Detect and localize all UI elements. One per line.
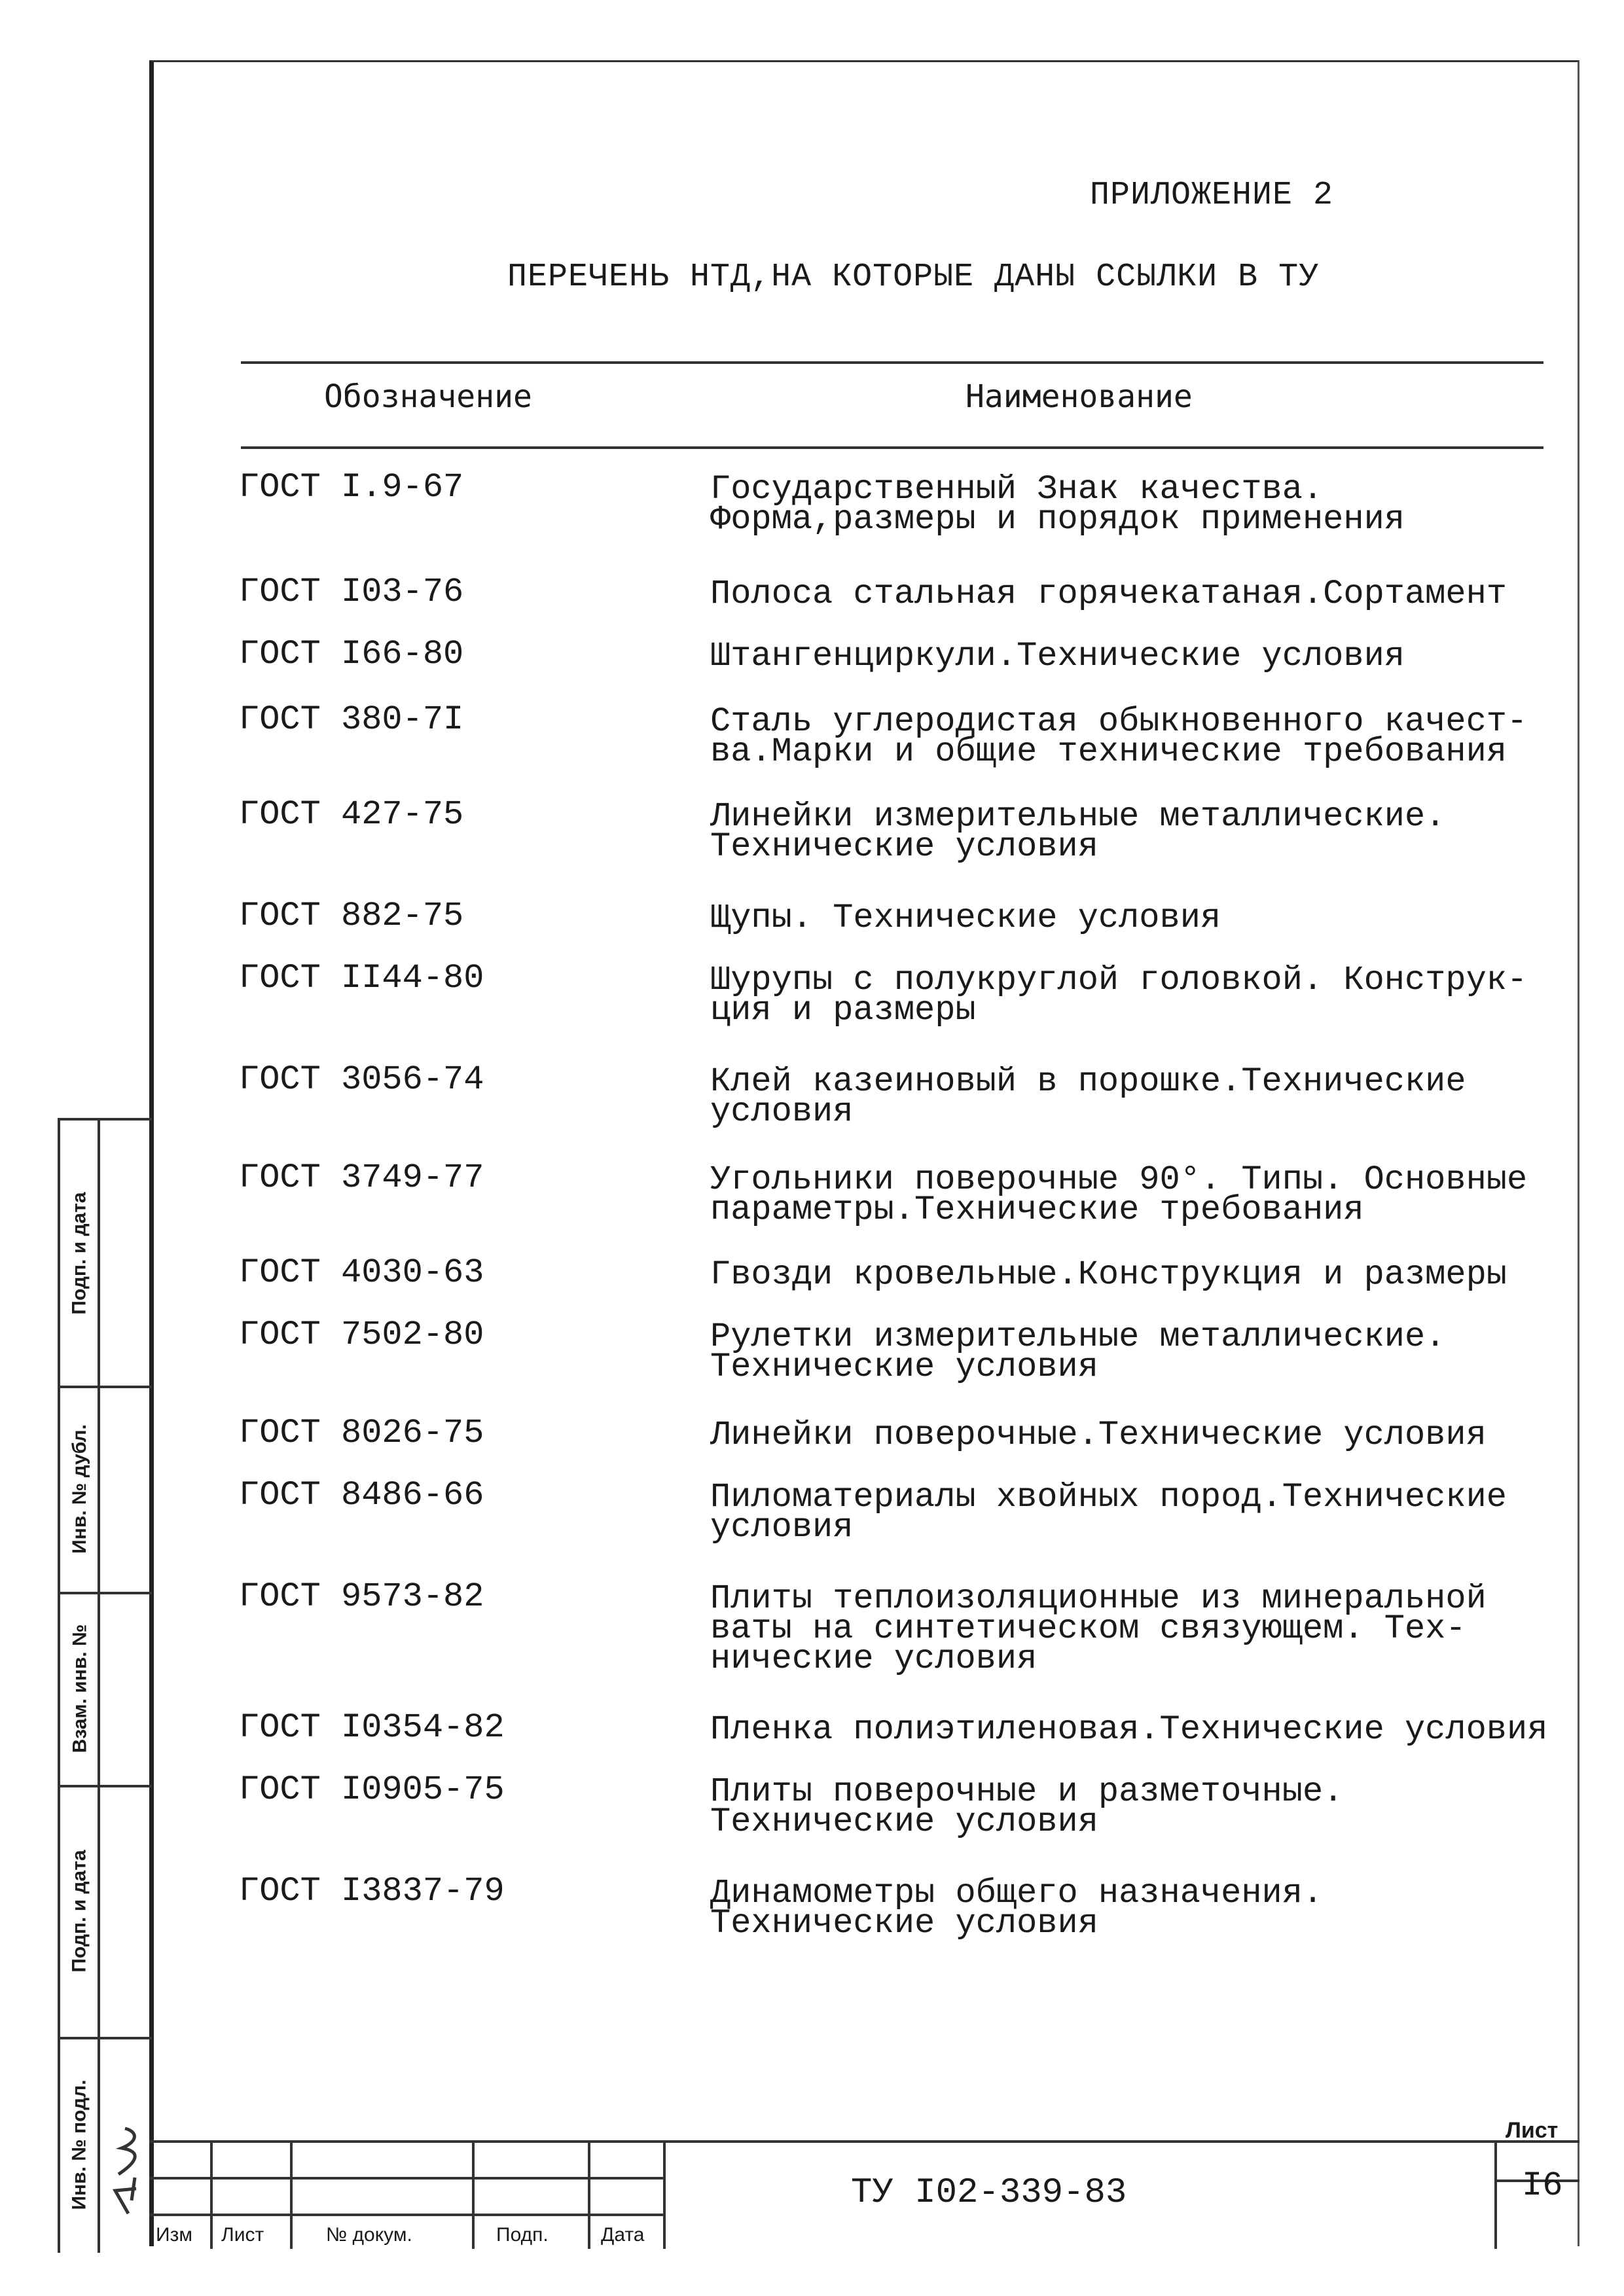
reference-code: ГОСТ 9573-82: [239, 1577, 484, 1616]
margin-stamp: [58, 1118, 152, 2253]
stamp-label-sign-date-2: Подп. и дата: [69, 1849, 90, 1973]
reference-name: Штангенциркули.Технические условия: [710, 637, 1405, 675]
reference-code: ГОСТ 882-75: [239, 897, 464, 935]
reference-name: Шурупы с полукруглой головкой. Конструк- ция и размеры: [710, 961, 1528, 1030]
reference-code: ГОСТ 8026-75: [239, 1414, 484, 1452]
reference-code: ГОСТ 3056-74: [239, 1060, 484, 1099]
column-header-designation: Обозначение: [324, 378, 532, 415]
tb-top-rule: [149, 2140, 1579, 2143]
stamp-label-original-inventory: Инв. № подл.: [69, 2079, 90, 2210]
tb-row-rule: [149, 2214, 663, 2216]
reference-code: ГОСТ I3837-79: [239, 1872, 505, 1910]
stamp-label-sign-date: Подп. и дата: [69, 1191, 90, 1315]
tb-caption-document: № докум.: [326, 2224, 412, 2246]
reference-name: Рулетки измерительные металлические. Технические условия: [710, 1318, 1446, 1386]
stamp-divider: [98, 1121, 100, 2253]
reference-name: Государственный Знак качества. Форма,размеры и порядок применения: [710, 470, 1405, 539]
reference-code: ГОСТ 4030-63: [239, 1253, 484, 1292]
reference-code: ГОСТ 8486-66: [239, 1476, 484, 1515]
reference-code: ГОСТ 7502-80: [239, 1316, 484, 1354]
reference-code: ГОСТ 380-7I: [239, 700, 464, 739]
handwritten-inventory-number: [102, 2115, 148, 2220]
reference-name: Линейки поверочные.Технические условия: [710, 1416, 1487, 1454]
tb-col-rule: [290, 2140, 293, 2249]
tb-caption-signature: Подп.: [496, 2224, 549, 2246]
tb-col-rule: [472, 2140, 475, 2249]
reference-name: Клей казеиновый в порошке.Технические условия: [710, 1062, 1466, 1131]
reference-name: Плиты теплоизоляционные из минеральной ваты на синтетическом связующем. Тех- нические условия: [710, 1579, 1487, 1678]
tb-row-rule: [149, 2177, 663, 2179]
reference-code: ГОСТ I.9-67: [239, 468, 464, 507]
tb-caption-date: Дата: [601, 2224, 645, 2246]
table-header-rule: [241, 446, 1543, 449]
reference-name: Динамометры общего назначения. Технические условия: [710, 1874, 1324, 1943]
tb-caption-change: Изм: [156, 2224, 192, 2246]
reference-name: Линейки измерительные металлические. Технические условия: [710, 797, 1446, 866]
document-title: ПЕРЕЧЕНЬ НТД,НА КОТОРЫЕ ДАНЫ ССЫЛКИ В ТУ: [507, 259, 1320, 296]
document-number: ТУ I02-339-83: [851, 2173, 1127, 2213]
reference-name: Гвозди кровельные.Конструкция и размеры: [710, 1255, 1507, 1294]
reference-name: Полоса стальная горячекатаная.Сортамент: [710, 575, 1507, 613]
sheet-caption: Лист: [1506, 2118, 1559, 2143]
reference-name: Пленка полиэтиленовая.Технические условия: [710, 1710, 1548, 1749]
reference-code: ГОСТ II44-80: [239, 959, 484, 997]
tb-col-rule: [663, 2140, 666, 2249]
tb-col-rule: [210, 2140, 213, 2249]
reference-code: ГОСТ I66-80: [239, 635, 464, 673]
tb-col-rule: [588, 2140, 590, 2249]
reference-name: Сталь углеродистая обыкновенного качест- ва.Марки и общие технические требования: [710, 702, 1528, 771]
stamp-label-dup-inventory: Инв. № дубл.: [69, 1424, 90, 1554]
reference-name: Плиты поверочные и разметочные. Технические условия: [710, 1772, 1344, 1841]
reference-code: ГОСТ I0354-82: [239, 1708, 505, 1747]
reference-code: ГОСТ 427-75: [239, 795, 464, 834]
reference-code: ГОСТ I03-76: [239, 573, 464, 611]
reference-name: Пиломатериалы хвойных пород.Технические условия: [710, 1478, 1507, 1547]
tb-col-rule: [1494, 2140, 1497, 2249]
reference-code: ГОСТ I0905-75: [239, 1770, 505, 1809]
tb-caption-sheet: Лист: [221, 2224, 264, 2246]
sheet-number: I6: [1522, 2166, 1563, 2205]
stamp-label-replacement-inventory: Взам. инв. №: [69, 1624, 91, 1753]
column-header-name: Наименование: [965, 378, 1193, 415]
reference-name: Угольники поверочные 90°. Типы. Основные параметры.Технические требования: [710, 1160, 1528, 1229]
reference-code: ГОСТ 3749-77: [239, 1158, 484, 1197]
table-top-rule: [241, 361, 1543, 364]
appendix-label: ПРИЛОЖЕНИЕ 2: [1090, 177, 1334, 214]
reference-name: Щупы. Технические условия: [710, 899, 1221, 937]
